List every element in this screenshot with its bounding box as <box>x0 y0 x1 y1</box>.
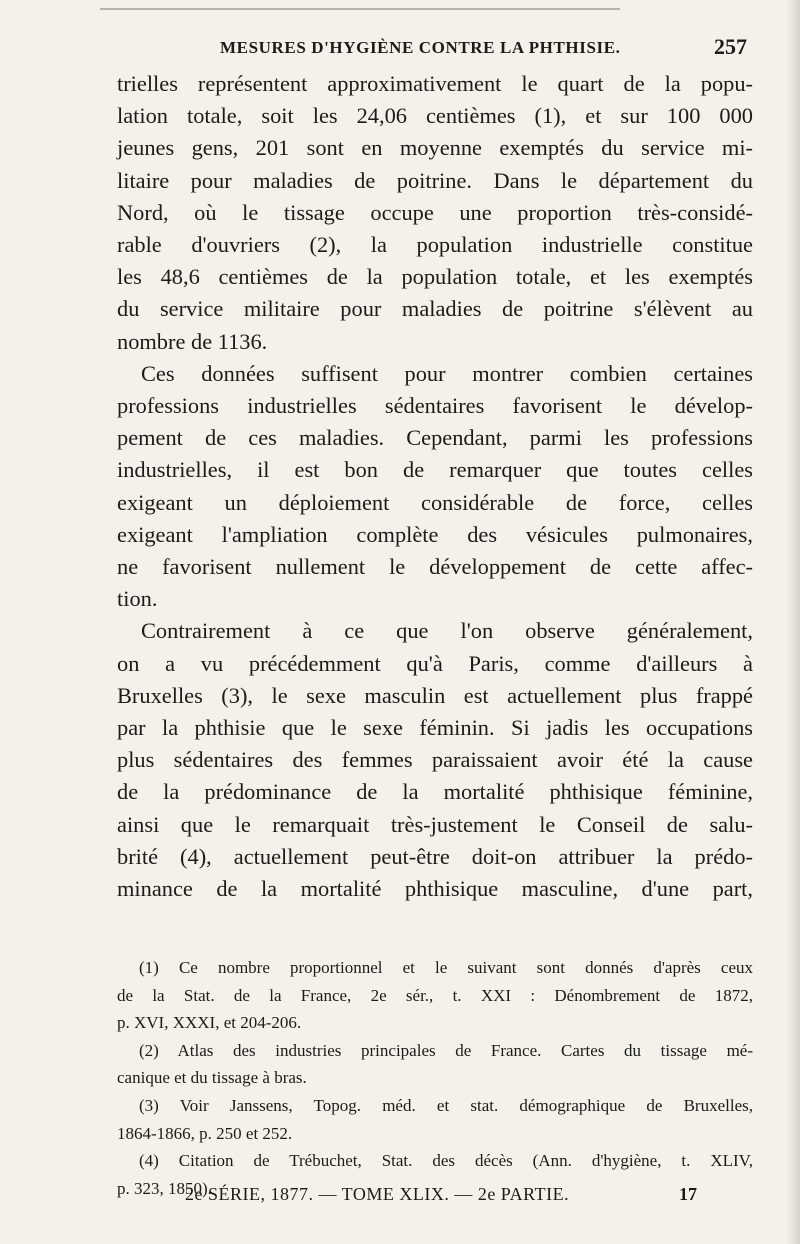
page-number: 257 <box>714 34 747 59</box>
page-header <box>117 34 747 66</box>
body-line: litaire pour maladies de poitrine. Dans le département du <box>117 167 753 193</box>
body-line: trielles représentent approximativement le quart de la popu- <box>117 71 753 96</box>
body-line: plus sédentaires des femmes paraissaient avoir été la cause <box>117 747 753 773</box>
page-footer <box>117 1184 753 1212</box>
body-line: par la phthisie que le sexe féminin. Si jadis les occupations <box>117 715 753 741</box>
footnote-line: canique et du tissage à bras. <box>117 1068 307 1088</box>
body-line: minance de la mortalité phthisique masculine, d'une part, <box>117 876 753 902</box>
body-line: professions industrielles sédentaires favorisent le dévelop- <box>117 393 753 419</box>
signature-number: 17 <box>679 1184 697 1204</box>
footnote-line: p. 323, 1850). <box>117 1178 212 1198</box>
footnote-line: (3) Voir Janssens, Topog. méd. et stat. démographique de Bruxelles, <box>139 1095 753 1115</box>
body-line: tion. <box>117 586 158 612</box>
body-line: rable d'ouvriers (2), la population industrielle constitue <box>117 232 753 258</box>
body-line: industrielles, il est bon de remarquer que toutes celles <box>117 457 753 483</box>
body-text <box>117 68 753 905</box>
top-rule <box>100 8 620 10</box>
body-line: les 48,6 centièmes de la population totale, et les exemptés <box>117 264 753 290</box>
body-line: Contrairement à ce que l'on observe généralement, <box>141 618 753 644</box>
body-line: ainsi que le remarquait très-justement le Conseil de salu- <box>117 811 753 837</box>
body-line: exigeant un déploiement considérable de force, celles <box>117 489 753 515</box>
body-line: ne favorisent nullement le développement de cette affec- <box>117 554 753 580</box>
footnote-line: 1864-1866, p. 250 et 252. <box>117 1123 293 1143</box>
body-line: exigeant l'ampliation complète des vésicules pulmonaires, <box>117 521 753 547</box>
body-line: du service militaire pour maladies de poitrine s'élèvent au <box>117 296 753 322</box>
body-line: brité (4), actuellement peut-être doit-on attribuer la prédo- <box>117 843 753 869</box>
body-line: de la prédominance de la mortalité phthisique féminine, <box>117 779 753 805</box>
footnotes <box>117 954 753 1202</box>
body-line: lation totale, soit les 24,06 centièmes (1), et sur 100 000 <box>117 103 753 129</box>
body-line: nombre de 1136. <box>117 328 268 354</box>
body-line: Ces données suffisent pour montrer combien certaines <box>141 360 753 386</box>
body-line: pement de ces maladies. Cependant, parmi les professions <box>117 425 753 451</box>
body-line: on a vu précédemment qu'à Paris, comme d'ailleurs à <box>117 650 753 676</box>
footnote-line: (1) Ce nombre proportionnel et le suivant sont donnés d'après ceux <box>139 958 753 977</box>
footnote-line: de la Stat. de la France, 2e sér., t. XXI : Dénombrement de 1872, <box>117 985 753 1005</box>
body-line: Nord, où le tissage occupe une proportion très-considé- <box>117 199 753 225</box>
running-title: MESURES D'HYGIÈNE CONTRE LA PHTHISIE. <box>220 38 621 57</box>
body-line: Bruxelles (3), le sexe masculin est actuellement plus frappé <box>117 682 753 708</box>
footnote-line: (2) Atlas des industries principales de France. Cartes du tissage mé- <box>139 1040 753 1060</box>
footnote-line: p. XVI, XXXI, et 204-206. <box>117 1013 302 1033</box>
footnote-line: (4) Citation de Trébuchet, Stat. des décès (Ann. d'hygiène, t. XLIV, <box>139 1151 753 1171</box>
series-line: 2e SÉRIE, 1877. — TOME XLIX. — 2e PARTIE. <box>185 1184 570 1204</box>
body-line: jeunes gens, 201 sont en moyenne exemptés du service mi- <box>117 135 753 161</box>
page-edge-shadow <box>786 0 800 1244</box>
